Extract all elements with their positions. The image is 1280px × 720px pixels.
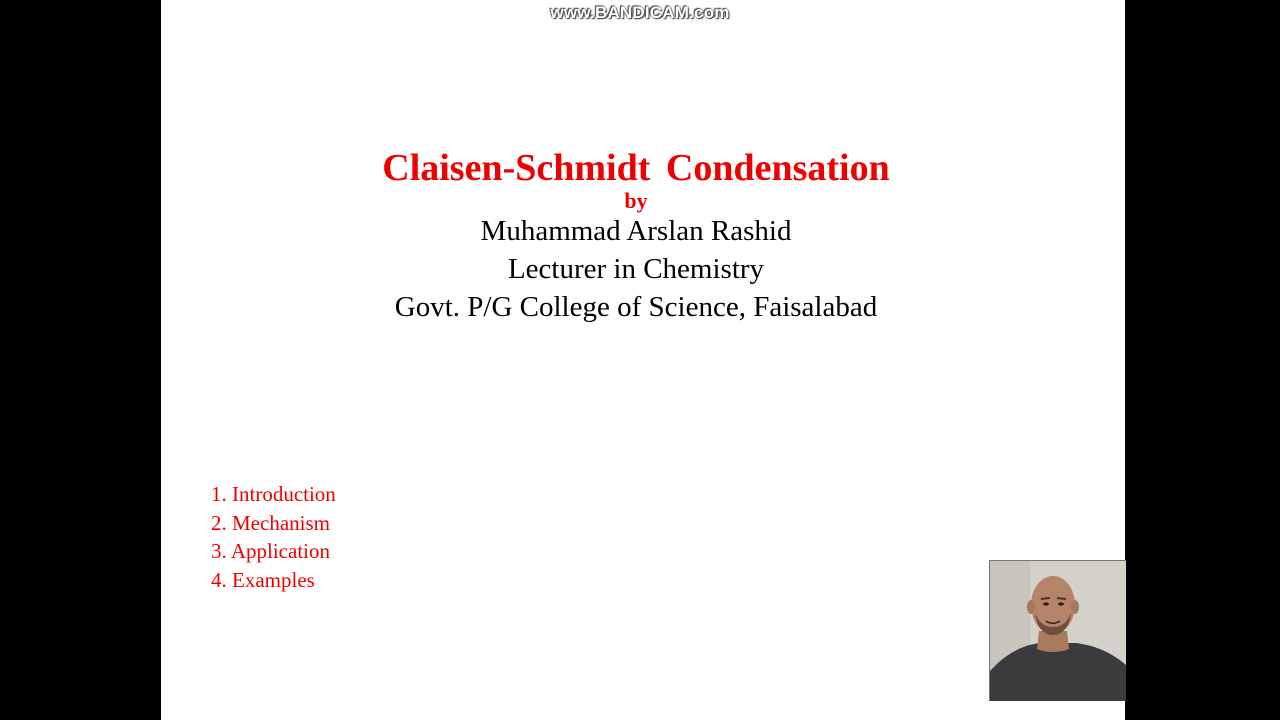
recorder-watermark: www.BANDICAM.com	[550, 3, 730, 22]
topic-item-introduction: 1. Introduction	[211, 482, 336, 506]
presentation-slide	[161, 0, 1125, 720]
title-block	[161, 142, 1111, 326]
topic-item-application: 3. Application	[211, 539, 330, 564]
topic-item-mechanism: 2. Mechanism	[211, 510, 330, 535]
author-institution: Govt. P/G College of Science, Faisalabad	[394, 291, 878, 323]
slide-title: Claisen-Schmidt Condensation	[382, 147, 890, 189]
presenter-webcam-icon	[990, 561, 1126, 701]
by-label: by	[624, 188, 648, 213]
webcam-overlay	[989, 560, 1126, 701]
author-name: Muhammad Arslan Rashid	[480, 215, 792, 247]
topic-list	[211, 480, 336, 595]
author-position: Lecturer in Chemistry	[507, 253, 765, 285]
topic-item-examples: 4. Examples	[211, 568, 315, 593]
